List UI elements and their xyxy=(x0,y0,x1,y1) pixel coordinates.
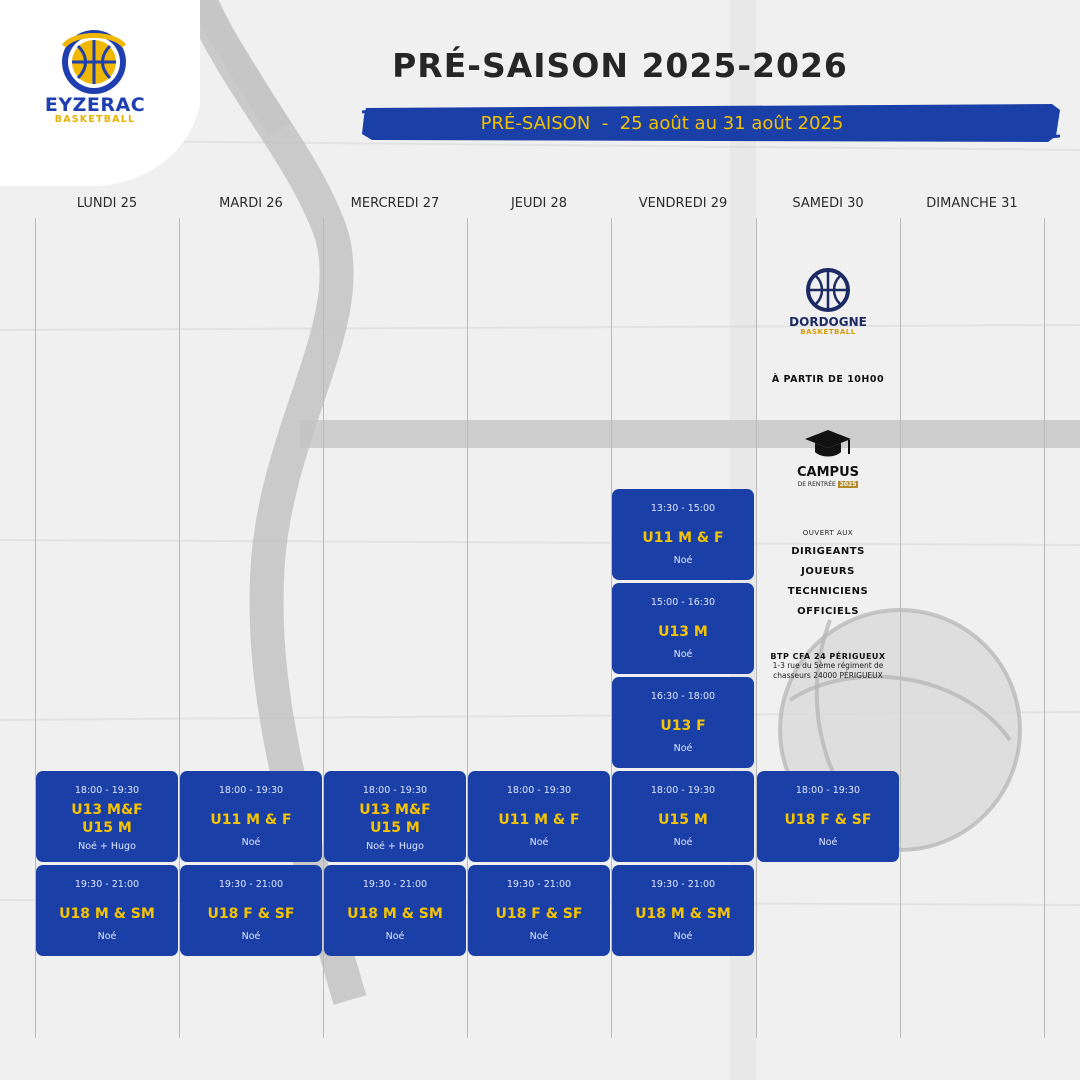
slot-team-line: U13 M&F xyxy=(71,802,143,818)
slot-team-line: U11 M & F xyxy=(642,530,724,546)
slot-coach: Noé xyxy=(673,743,693,754)
slot-team xyxy=(612,905,754,923)
slot-coach: Noé xyxy=(241,931,261,942)
column-divider xyxy=(1044,218,1045,1038)
day-header: JEUDI 28 xyxy=(510,196,568,211)
campus-title: CAMPUS xyxy=(797,465,859,480)
slot-team xyxy=(612,529,754,547)
training-slot[interactable] xyxy=(180,865,322,956)
venue-name: BTP CFA 24 PÉRIGUEUX xyxy=(770,652,886,661)
open-to-text: OUVERT AUX xyxy=(802,529,854,537)
training-slot[interactable] xyxy=(180,771,322,862)
venue-address-line-1: 1-3 rue du 5ème régiment de xyxy=(772,661,884,670)
slot-team xyxy=(324,905,466,923)
start-time-text: À PARTIR DE 10H00 xyxy=(771,374,885,385)
training-slot[interactable] xyxy=(468,865,610,956)
club-name: EYZERAC xyxy=(44,94,146,116)
slot-time: 18:00 - 19:30 xyxy=(218,785,284,796)
dordogne-name: DORDOGNE xyxy=(789,315,867,329)
slot-team xyxy=(180,905,322,923)
slot-time: 18:00 - 19:30 xyxy=(506,785,572,796)
slot-team-line: U11 M & F xyxy=(210,812,292,828)
slot-team-line: U18 F & SF xyxy=(495,906,583,922)
venue-block xyxy=(756,652,900,681)
training-slot[interactable] xyxy=(612,677,754,768)
basketball-logo-icon xyxy=(30,26,160,96)
slot-time: 19:30 - 21:00 xyxy=(218,879,284,890)
dordogne-basketball-icon xyxy=(804,268,852,312)
slot-team-line: U11 M & F xyxy=(498,812,580,828)
day-header: LUNDI 25 xyxy=(76,196,138,211)
training-slot[interactable] xyxy=(324,771,466,862)
slot-team-line: U15 M xyxy=(370,820,420,836)
training-slot[interactable] xyxy=(612,865,754,956)
slot-team xyxy=(757,811,899,829)
slot-coach: Noé + Hugo xyxy=(78,841,136,852)
training-slot[interactable] xyxy=(612,583,754,674)
training-slot[interactable] xyxy=(612,489,754,580)
slot-time: 15:00 - 16:30 xyxy=(650,597,716,608)
slot-team-line: U15 M xyxy=(658,812,708,828)
slot-time: 18:00 - 19:30 xyxy=(362,785,428,796)
slot-time: 13:30 - 15:00 xyxy=(650,503,716,514)
slot-team xyxy=(468,811,610,829)
slot-team xyxy=(36,801,178,837)
slot-team-line: U18 M & SM xyxy=(59,906,155,922)
club-subtitle: BASKETBALL xyxy=(54,114,136,125)
dordogne-logo xyxy=(768,268,888,336)
slot-coach: Noé xyxy=(529,837,549,848)
training-slot[interactable] xyxy=(36,771,178,862)
column-divider xyxy=(756,218,757,1038)
audience-item: TECHNICIENS xyxy=(787,586,869,597)
audience-item: DIRIGEANTS xyxy=(791,546,865,557)
slot-team-line: U13 M&F xyxy=(359,802,431,818)
slot-coach: Noé + Hugo xyxy=(366,841,424,852)
column-divider xyxy=(900,218,901,1038)
slot-coach: Noé xyxy=(673,931,693,942)
training-slot[interactable] xyxy=(324,865,466,956)
slot-time: 18:00 - 19:30 xyxy=(74,785,140,796)
slot-coach: Noé xyxy=(818,837,838,848)
slot-team xyxy=(612,623,754,641)
slot-time: 18:00 - 19:30 xyxy=(795,785,861,796)
audience-item: OFFICIELS xyxy=(797,606,859,617)
campus-logo xyxy=(778,428,878,490)
slot-coach: Noé xyxy=(529,931,549,942)
date-range-text: PRÉ-SAISON - 25 août au 31 août 2025 xyxy=(480,113,844,134)
training-slot[interactable] xyxy=(36,865,178,956)
slot-team-line: U18 M & SM xyxy=(635,906,731,922)
slot-coach: Noé xyxy=(241,837,261,848)
training-slot[interactable] xyxy=(468,771,610,862)
campus-year: 2025 xyxy=(839,481,857,488)
slot-team-line: U18 M & SM xyxy=(347,906,443,922)
slot-coach: Noé xyxy=(673,555,693,566)
slot-team xyxy=(324,801,466,837)
day-header: MERCREDI 27 xyxy=(350,196,440,211)
audience-item: JOUEURS xyxy=(801,566,855,577)
day-header: MARDI 26 xyxy=(219,196,283,211)
slot-coach: Noé xyxy=(673,649,693,660)
page-title: PRÉ-SAISON 2025-2026 xyxy=(392,46,848,85)
slot-team-line: U15 M xyxy=(82,820,132,836)
slot-team xyxy=(612,811,754,829)
graduation-cap-icon xyxy=(803,428,853,462)
day-header: VENDREDI 29 xyxy=(638,196,728,211)
slot-coach: Noé xyxy=(97,931,117,942)
day-header: DIMANCHE 31 xyxy=(926,196,1018,211)
training-slot[interactable] xyxy=(757,771,899,862)
slot-coach: Noé xyxy=(385,931,405,942)
slot-time: 19:30 - 21:00 xyxy=(362,879,428,890)
club-logo xyxy=(30,26,160,126)
campus-subtitle: DE RENTRÉE xyxy=(797,481,836,488)
slot-team-line: U13 M xyxy=(658,624,708,640)
slot-team-line: U18 F & SF xyxy=(784,812,872,828)
slot-time: 19:30 - 21:00 xyxy=(74,879,140,890)
slot-team xyxy=(468,905,610,923)
slot-time: 19:30 - 21:00 xyxy=(650,879,716,890)
slot-time: 18:00 - 19:30 xyxy=(650,785,716,796)
slot-team xyxy=(36,905,178,923)
slot-team-line: U18 F & SF xyxy=(207,906,295,922)
venue-address-line-2: chasseurs 24000 PÉRIGUEUX xyxy=(773,671,883,680)
day-header: SAMEDI 30 xyxy=(792,196,864,211)
slot-time: 16:30 - 18:00 xyxy=(650,691,716,702)
dordogne-subtitle: BASKETBALL xyxy=(800,328,856,336)
training-slot[interactable] xyxy=(612,771,754,862)
slot-coach: Noé xyxy=(673,837,693,848)
slot-time: 19:30 - 21:00 xyxy=(506,879,572,890)
slot-team xyxy=(612,717,754,735)
slot-team-line: U13 F xyxy=(660,718,706,734)
slot-team xyxy=(180,811,322,829)
